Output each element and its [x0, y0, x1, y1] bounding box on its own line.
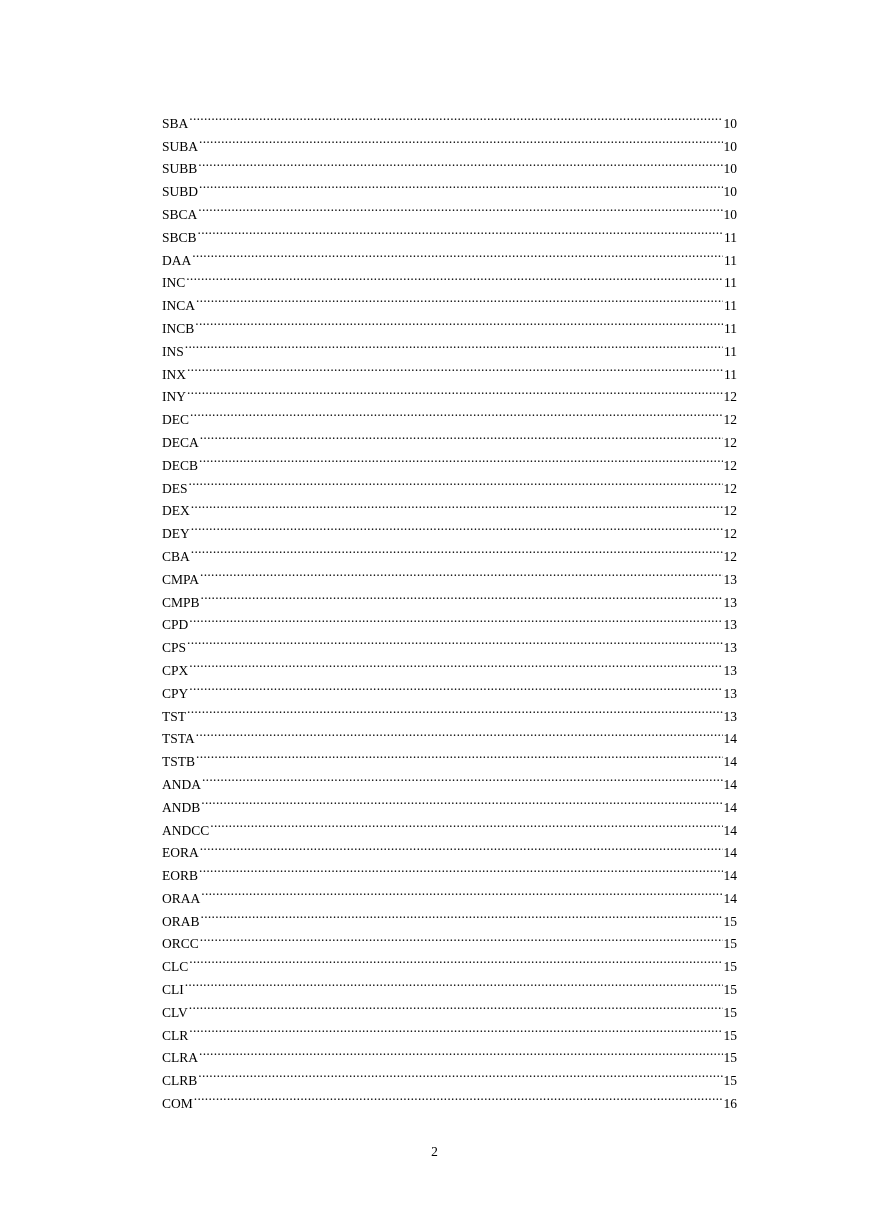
toc-entry-label: CLRB	[162, 1073, 198, 1089]
toc-entry[interactable]	[162, 607, 737, 633]
toc-entry[interactable]	[162, 857, 737, 884]
toc-entry-label: CBA	[162, 548, 190, 564]
toc-entry-label: INY	[162, 389, 186, 405]
toc-entry-label: ANDB	[162, 799, 201, 815]
toc-entry-label: CLR	[162, 1027, 189, 1043]
toc-entry[interactable]	[162, 424, 737, 450]
toc-dot-leader	[200, 926, 723, 949]
toc-entry-page: 14	[723, 776, 737, 792]
toc-entry-page: 10	[723, 184, 737, 200]
toc-dot-leader	[187, 629, 722, 652]
toc-dot-leader	[189, 652, 722, 675]
toc-entry-page: 14	[723, 845, 737, 861]
toc-entry[interactable]	[162, 1062, 737, 1089]
toc-entry-page: 15	[723, 1073, 737, 1089]
toc-entry-label: TSTB	[162, 754, 196, 770]
toc-dot-leader	[189, 1017, 722, 1040]
toc-entry-page: 15	[723, 1050, 737, 1066]
toc-entry-label: SBCB	[162, 229, 197, 245]
toc-entry-label: DECA	[162, 434, 199, 450]
toc-entry-label: CPX	[162, 662, 189, 678]
toc-entry[interactable]	[162, 1085, 737, 1112]
toc-entry-page: 12	[723, 480, 737, 496]
toc-dot-leader	[185, 971, 723, 994]
toc-dot-leader	[201, 789, 722, 812]
toc-entry-label: SUBB	[162, 161, 198, 177]
toc-entry[interactable]	[162, 173, 737, 200]
toc-entry-label: ORAA	[162, 890, 201, 906]
toc-entry[interactable]	[162, 675, 737, 701]
toc-dot-leader	[199, 128, 722, 151]
toc-dot-leader	[187, 698, 722, 721]
toc-dot-leader	[199, 1040, 722, 1063]
toc-dot-leader	[199, 857, 722, 880]
toc-entry-label: TSTA	[162, 731, 195, 747]
toc-dot-leader	[196, 743, 722, 766]
toc-entry[interactable]	[162, 743, 737, 770]
toc-entry-label: DAA	[162, 252, 192, 268]
toc-entry-page: 13	[723, 571, 737, 587]
toc-entry[interactable]	[162, 333, 737, 359]
toc-entry-page: 13	[723, 617, 737, 633]
toc-dot-leader	[189, 948, 722, 971]
toc-entry-page: 11	[724, 229, 737, 245]
toc-entry[interactable]	[162, 287, 737, 314]
toc-entry-label: SUBD	[162, 184, 199, 200]
toc-entry-page: 14	[723, 731, 737, 747]
toc-entry-label: INC	[162, 275, 186, 291]
toc-dot-leader	[201, 880, 722, 903]
toc-entry-page: 14	[723, 822, 737, 838]
toc-entry-label: CMPA	[162, 571, 200, 587]
toc-entry[interactable]	[162, 880, 737, 906]
toc-entry-page: 13	[723, 708, 737, 724]
toc-entry-label: CMPB	[162, 594, 200, 610]
toc-entry[interactable]	[162, 151, 737, 177]
toc-entry-page: 15	[723, 913, 737, 929]
toc-entry[interactable]	[162, 356, 737, 382]
toc-entry-label: DEY	[162, 526, 190, 542]
toc-dot-leader	[200, 835, 723, 858]
table-of-contents	[162, 105, 737, 1112]
toc-dot-leader	[189, 105, 722, 128]
toc-entry[interactable]	[162, 789, 737, 815]
toc-dot-leader	[185, 333, 723, 356]
toc-entry[interactable]	[162, 401, 737, 428]
toc-entry-page: 10	[723, 161, 737, 177]
toc-entry[interactable]	[162, 698, 737, 724]
toc-entry[interactable]	[162, 652, 737, 678]
toc-entry-page: 15	[723, 959, 737, 975]
toc-dot-leader	[187, 356, 723, 379]
toc-entry[interactable]	[162, 470, 737, 496]
toc-dot-leader	[201, 584, 723, 607]
toc-dot-leader	[198, 151, 722, 174]
toc-entry-page: 12	[723, 389, 737, 405]
toc-entry[interactable]	[162, 629, 737, 656]
toc-entry[interactable]	[162, 584, 737, 610]
toc-entry-label: CLI	[162, 982, 184, 998]
toc-entry[interactable]	[162, 926, 737, 952]
toc-entry-page: 14	[723, 890, 737, 906]
toc-dot-leader	[198, 196, 722, 219]
toc-entry-label: DEC	[162, 412, 189, 428]
toc-dot-leader	[202, 766, 723, 789]
toc-dot-leader	[198, 1062, 722, 1085]
toc-entry-page: 12	[723, 526, 737, 542]
toc-entry-page: 11	[724, 320, 737, 336]
toc-entry-page: 11	[724, 298, 737, 314]
toc-entry[interactable]	[162, 766, 737, 792]
page-number: 2	[431, 1144, 438, 1159]
toc-entry[interactable]	[162, 903, 737, 929]
toc-entry[interactable]	[162, 538, 737, 564]
toc-entry-label: CPS	[162, 640, 187, 656]
toc-dot-leader	[192, 242, 723, 265]
toc-entry[interactable]	[162, 812, 737, 838]
toc-entry-label: ANDA	[162, 776, 201, 792]
toc-dot-leader	[199, 447, 722, 470]
toc-dot-leader	[186, 265, 723, 288]
toc-entry-label: INCB	[162, 320, 195, 336]
toc-entry-label: CPY	[162, 685, 189, 701]
toc-entry[interactable]	[162, 310, 737, 336]
toc-dot-leader	[189, 470, 723, 493]
toc-entry-page: 11	[724, 252, 737, 268]
toc-entry-page: 14	[723, 754, 737, 770]
toc-entry[interactable]	[162, 971, 737, 998]
toc-dot-leader	[196, 721, 723, 744]
toc-entry-page: 15	[723, 936, 737, 952]
toc-dot-leader	[187, 379, 723, 402]
toc-entry-page: 16	[723, 1096, 737, 1112]
toc-entry[interactable]	[162, 515, 737, 542]
toc-entry[interactable]	[162, 447, 737, 473]
toc-dot-leader	[200, 561, 722, 584]
toc-dot-leader	[199, 173, 722, 196]
toc-entry-page: 15	[723, 982, 737, 998]
toc-entry-label: SBCA	[162, 206, 198, 222]
toc-entry[interactable]	[162, 1017, 737, 1043]
toc-dot-leader	[201, 903, 723, 926]
toc-dot-leader	[195, 310, 723, 333]
toc-entry-page: 11	[724, 275, 737, 291]
toc-entry-page: 12	[723, 457, 737, 473]
toc-entry-page: 10	[723, 115, 737, 131]
toc-entry-page: 13	[723, 662, 737, 678]
toc-dot-leader	[198, 219, 723, 242]
toc-dot-leader	[191, 515, 723, 538]
toc-entry-label: EORA	[162, 845, 199, 861]
toc-entry[interactable]	[162, 561, 737, 587]
toc-entry-label: ANDCC	[162, 822, 210, 838]
toc-entry-page: 14	[723, 799, 737, 815]
toc-dot-leader	[189, 675, 722, 698]
toc-entry[interactable]	[162, 242, 737, 268]
toc-entry-page: 10	[723, 206, 737, 222]
toc-dot-leader	[189, 994, 723, 1017]
toc-entry[interactable]	[162, 835, 737, 861]
toc-entry-label: SUBA	[162, 138, 199, 154]
toc-dot-leader	[189, 607, 722, 630]
toc-entry-label: ORCC	[162, 936, 199, 952]
toc-entry-label: COM	[162, 1096, 193, 1112]
toc-entry-page: 11	[724, 366, 737, 382]
toc-entry-label: DECB	[162, 457, 199, 473]
toc-entry-page: 12	[723, 412, 737, 428]
toc-entry[interactable]	[162, 493, 737, 519]
toc-entry-label: CPD	[162, 617, 189, 633]
toc-entry-page: 15	[723, 1004, 737, 1020]
toc-entry-label: CLV	[162, 1004, 188, 1020]
toc-entry[interactable]	[162, 721, 737, 747]
toc-entry-label: EORB	[162, 868, 199, 884]
toc-entry[interactable]	[162, 196, 737, 222]
toc-entry[interactable]	[162, 219, 737, 245]
toc-entry[interactable]	[162, 994, 737, 1020]
toc-entry-page: 12	[723, 503, 737, 519]
toc-entry[interactable]	[162, 105, 737, 131]
toc-entry-label: INX	[162, 366, 186, 382]
toc-entry-label: SBA	[162, 115, 189, 131]
toc-dot-leader	[191, 493, 723, 516]
toc-entry-page: 10	[723, 138, 737, 154]
toc-entry-page: 14	[723, 868, 737, 884]
toc-entry[interactable]	[162, 128, 737, 154]
toc-entry-page: 11	[724, 343, 737, 359]
toc-entry-page: 13	[723, 685, 737, 701]
toc-dot-leader	[194, 1085, 723, 1108]
toc-entry-page: 13	[723, 594, 737, 610]
toc-entry-label: CLRA	[162, 1050, 199, 1066]
toc-entry-label: DEX	[162, 503, 190, 519]
toc-entry[interactable]	[162, 379, 737, 405]
toc-entry-label: ORAB	[162, 913, 200, 929]
toc-entry-label: INCA	[162, 298, 195, 314]
toc-dot-leader	[191, 538, 723, 561]
toc-entry-page: 12	[723, 548, 737, 564]
toc-entry[interactable]	[162, 948, 737, 975]
toc-entry-label: DES	[162, 480, 188, 496]
toc-entry-page: 13	[723, 640, 737, 656]
toc-dot-leader	[196, 287, 723, 310]
toc-dot-leader	[210, 812, 722, 835]
toc-entry-label: CLC	[162, 959, 189, 975]
toc-entry-page: 15	[723, 1027, 737, 1043]
toc-entry-label: TST	[162, 708, 187, 724]
toc-entry[interactable]	[162, 265, 737, 291]
toc-entry-label: INS	[162, 343, 184, 359]
toc-dot-leader	[190, 401, 723, 424]
toc-dot-leader	[200, 424, 723, 447]
toc-entry[interactable]	[162, 1040, 737, 1066]
toc-entry-page: 12	[723, 434, 737, 450]
